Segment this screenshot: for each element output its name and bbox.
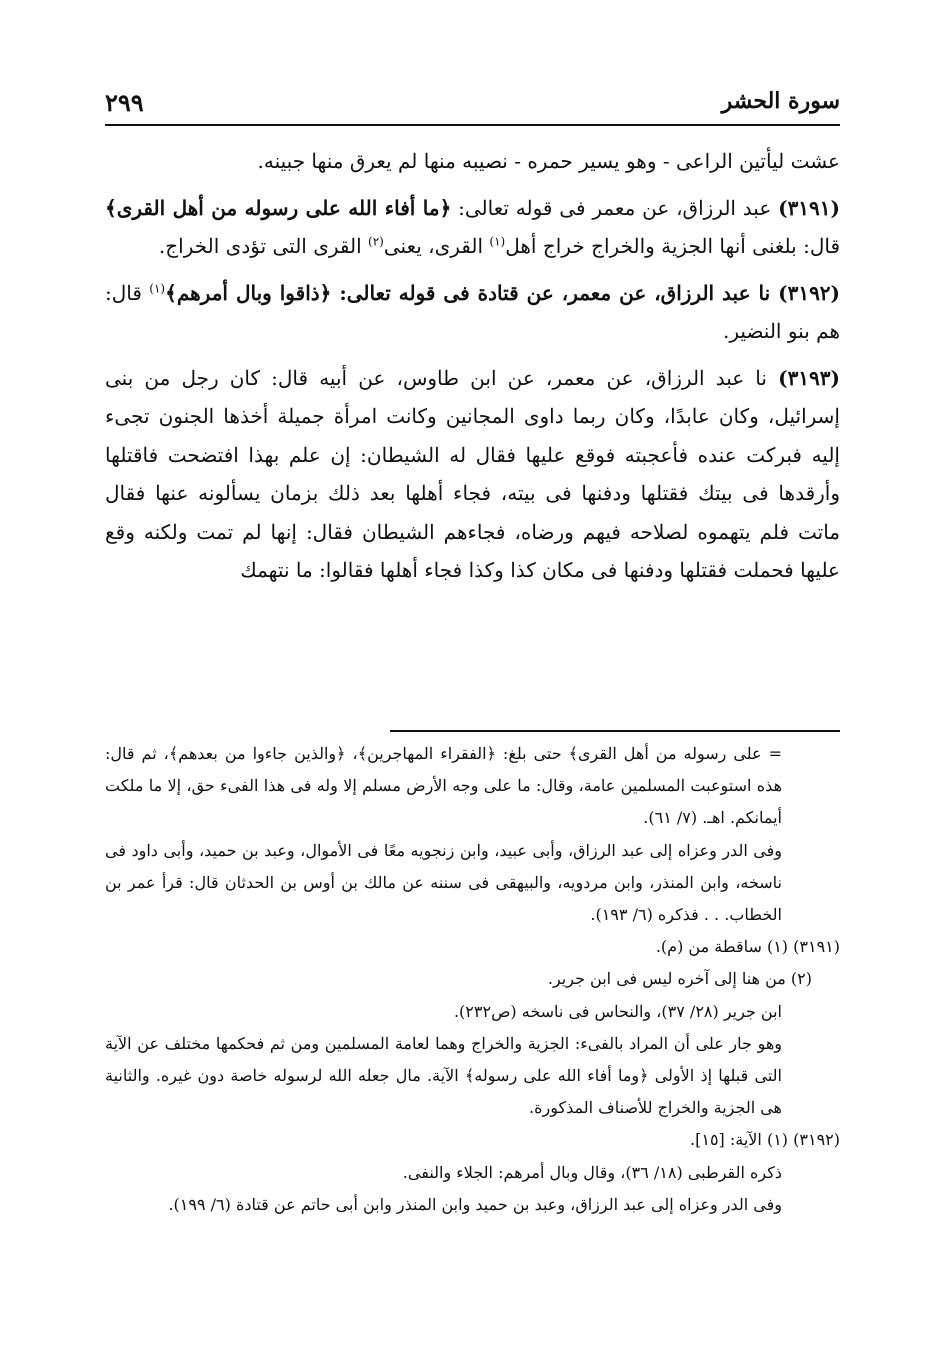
footnote-line: وهو جار على أن المراد بالفىء: الجزية والخراج وهما لعامة المسلمين ومن ثم فحكمها مختلف عن الآية التى قبلها إذ الأولى ﴿وما أفاء الله على رسوله﴾ الآية. مال جعله الله لرسوله خاصة دون غيره. والثانية هى الجزية والخراج للأصناف المذكورة. [105,1033,782,1118]
footnote-ref: (١) [489,234,506,249]
footnote-ref: (١) [149,280,166,295]
text-run: قال: هم بنو النضير. [105,280,840,343]
quran-quote: ﴿ذاقوا وبال أمرهم﴾ [165,280,332,305]
text-run: نا عبد الرزاق، عن معمر، عن ابن طاوس، عن أبيه قال: كان رجل من بنى إسرائيل، وكان عابدًا، وكان ربما داوى المجانين وكانت امرأة جميلة أخذها الجنون تجىء إليه فبركت عنده فأعجبته فوقع عليها فقال له الشيطان: إن علم بهذا افتضحت فاقتلها وأرقدها فى بيتك فقتلها ودفنها فى بيته، فجاء أهلها بعد ذلك بزمان يسألونه عنها فقال ماتت فلم يتهموه لصلاحه فيهم ورضاه، فجاءهم الشيطان فقال: إنها لم تمت ولكنه وقع عليها فحملت فقتلها ودفنها فى مكان كذا وكذا فجاء أهلها فقالوا: ما نتهمك [105,365,841,582]
hadith-number: (٣١٩٢) [778,280,841,305]
text-run: نا عبد الرزاق، عن معمر، عن قتادة فى قوله تعالى: [331,280,779,305]
text-run: عبد الرزاق، عن معمر فى قوله تعالى: [451,195,779,220]
footnote-line: (٣١٩٢) (١) الآية: [١٥]. [690,1130,840,1150]
page-header [105,88,840,122]
surah-title: سورة الحشر [721,88,840,114]
footnote-line: ذكره القرطبى (١٨/ ٣٦)، وقال وبال أمرهم: الجلاء والنفى. [402,1162,782,1182]
hadith-3193 [105,359,840,590]
text-run: قال: بلغنى أنها الجزية والخراج خراج أهل [505,234,840,258]
hadith-3192 [105,274,840,351]
footnote-line: (٢) من هنا إلى آخره ليس فى ابن جرير. [547,969,812,989]
quran-quote: ﴿ما أفاء الله على رسوله من أهل القرى﴾ [105,195,452,220]
footnote-line: = على رسوله من أهل القرى﴾ حتى بلغ: ﴿الفقراء المهاجرين﴾، ﴿والذين جاءوا من بعدهم﴾، ثم قال: هذه استوعبت المسلمين عامة، وقال: ما على وجه الأرض مسلم إلا وله فى هذا الفىء حق، إلا ما ملكت أيمانكم. اهـ. (٧/ ٦١). [105,744,783,828]
header-rule [105,124,840,126]
hadith-number: (٣١٩٣) [778,365,840,390]
footnote-ref: (٢) [368,234,384,249]
footnotes [105,738,840,1221]
hadith-number: (٣١٩١) [778,195,840,220]
paragraph-continuation: عشت ليأتين الراعى - وهو يسير حمره - نصيبه منها لم يعرق منها جبينه. [257,149,840,173]
footnote-line: (٣١٩١) (١) ساقطة من (م). [655,937,840,957]
page-number: ٢٩٩ [105,88,144,117]
text-run: القرى، يعنى [383,234,490,258]
footnote-line: وفى الدر وعزاه إلى عبد الرزاق، وأبى عبيد، وابن زنجويه معًا فى الأموال، وعبد بن حميد، وأبى داود فى ناسخه، وابن المنذر، وابن مردويه، والبيهقى فى سننه عن مالك بن أوس بن الحدثان قال: قرأ عمر بن الخطاب. . . فذكره (٦/ ١٩٣). [105,840,782,925]
footnote-line: وفى الدر وعزاه إلى عبد الرزاق، وعبد بن حميد وابن المنذر وابن أبى حاتم عن قتادة (٦/ ١٩٩). [168,1194,782,1214]
hadith-3191 [105,189,840,266]
footnote-line: ابن جرير (٢٨/ ٣٧)، والنحاس فى ناسخه (ص٢٣٢). [453,1001,782,1021]
footnote-rule [390,730,840,732]
main-text [105,142,840,598]
text-run: القرى التى تؤدى الخراج. [158,234,369,258]
